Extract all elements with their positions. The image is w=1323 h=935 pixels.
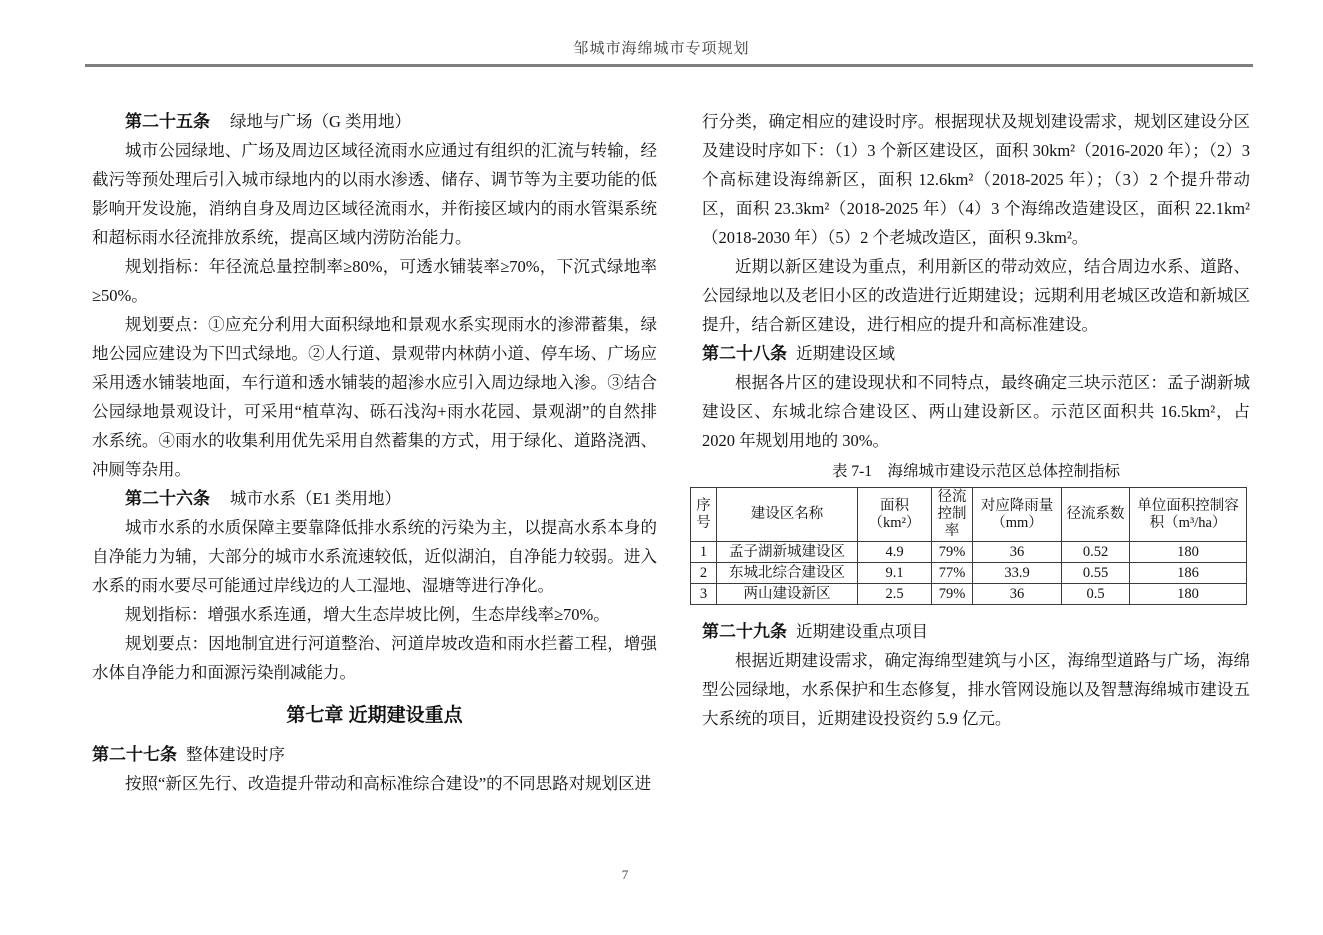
table-cell: 东城北综合建设区 (717, 563, 858, 584)
table-cell: 两山建设新区 (717, 584, 858, 605)
table-cell: 孟子湖新城建设区 (717, 542, 858, 563)
table-cell: 2.5 (858, 584, 932, 605)
table-cell: 0.5 (1062, 584, 1130, 605)
table-cell: 186 (1130, 563, 1247, 584)
left-column (92, 107, 657, 798)
article-25-paragraph-2: 规划指标：年径流总量控制率≥80%，可透水铺装率≥70%，下沉式绿地率≥50%。 (92, 257, 657, 305)
article-29-heading (702, 617, 1250, 646)
page-header (0, 0, 1323, 67)
article-29-number: 第二十九条 (702, 622, 787, 641)
article-26-paragraph-1: 城市水系的水质保障主要靠降低排水系统的污染为主，以提高水系本身的自净能力为辅，大部分的城市水系流速较低，近似湖泊，自净能力较弱。进入水系的雨水要尽可能通过岸线边的人工湿地、湿塘等进行净化。 (92, 518, 657, 595)
table-header-row (691, 488, 1247, 542)
table-cell: 33.9 (973, 563, 1062, 584)
article-27-number: 第二十七条 (92, 745, 177, 764)
table-cell: 2 (691, 563, 717, 584)
table-header-cell: 对应降雨量（mm） (973, 488, 1062, 542)
control-indicators-table (690, 487, 1247, 605)
article-25-paragraph-3: 规划要点：①应充分利用大面积绿地和景观水系实现雨水的渗滞蓄集，绿地公园应建设为下凹式绿地。②人行道、景观带内林荫小道、停车场、广场应采用透水铺装地面，车行道和透水铺装的超渗水应引入周边绿地入渗。③结合公园绿地景观设计，可采用“植草沟、砾石浅沟+雨水花园、景观湖”的自然排水系统。④雨水的收集利用优先采用自然蓄集的方式，用于绿化、道路浇洒、冲厕等杂用。 (92, 315, 657, 479)
article-27-paragraph-start: 按照“新区先行、改造提升带动和高标准综合建设”的不同思路对规划区进 (125, 774, 652, 793)
table-cell: 180 (1130, 542, 1247, 563)
article-25-heading (92, 107, 657, 136)
table-header-cell: 面积（km²） (858, 488, 932, 542)
article-25-paragraph-1: 城市公园绿地、广场及周边区域径流雨水应通过有组织的汇流与转输，经截污等预处理后引入城市绿地内的以雨水渗透、储存、调节等为主要功能的低影响开发设施，消纳自身及周边区域径流雨水，并衔接区域内的雨水管渠系统和超标雨水径流排放系统，提高区域内涝防治能力。 (92, 141, 657, 247)
article-27-title: 整体建设时序 (186, 745, 285, 764)
table-cell: 9.1 (858, 563, 932, 584)
table-cell: 79% (932, 542, 973, 563)
table-cell: 1 (691, 542, 717, 563)
table-row (691, 563, 1247, 584)
table-cell: 0.55 (1062, 563, 1130, 584)
document-title: 邹城市海绵城市专项规划 (573, 41, 750, 57)
table-cell: 3 (691, 584, 717, 605)
table-header-cell: 建设区名称 (717, 488, 858, 542)
right-column (696, 107, 1250, 798)
article-29-paragraph-1: 根据近期建设需求，确定海绵型建筑与小区，海绵型道路与广场，海绵型公园绿地，水系保护和生态修复，排水管网设施以及智慧海绵城市建设五大系统的项目，近期建设投资约 5.9 亿元。 (702, 651, 1250, 728)
table-cell: 36 (973, 584, 1062, 605)
table-cell: 4.9 (858, 542, 932, 563)
article-25-title: 绿地与广场（G 类用地） (230, 112, 412, 131)
article-28-number: 第二十八条 (702, 344, 787, 363)
chapter-7-heading: 第七章 近期建设重点 (286, 705, 463, 726)
table-row (691, 542, 1247, 563)
table-cell: 36 (973, 542, 1062, 563)
article-26-paragraph-3: 规划要点：因地制宜进行河道整治、河道岸坡改造和雨水拦蓄工程，增强水体自净能力和面源污染削减能力。 (92, 634, 657, 682)
article-25-number: 第二十五条 (125, 112, 210, 131)
table-cell: 0.52 (1062, 542, 1130, 563)
table-header-cell: 径流控制率 (932, 488, 973, 542)
article-26-paragraph-2: 规划指标：增强水系连通，增大生态岸坡比例，生态岸线率≥70%。 (125, 605, 610, 624)
article-26-title: 城市水系（E1 类用地） (230, 489, 401, 508)
page-footer (0, 867, 1250, 883)
table-header-cell: 单位面积控制容积（m³/ha） (1130, 488, 1247, 542)
header-rule (85, 64, 1253, 67)
article-27-heading (92, 740, 657, 769)
table-cell: 77% (932, 563, 973, 584)
article-27-paragraph-continued: 行分类，确定相应的建设时序。根据现状及规划建设需求，规划区建设分区及建设时序如下：（1）3 个新区建设区，面积 30km²（2016-2020 年）；（2）3 个高标建设海绵新区，面积 12.6km²（2018-2025 年）；（3）2 个提升带动区，面积 23.3km²（2018-2025 年）（4）3 个海绵改造建设区，面积 22.1km²（2018-2030 年）（5）2 个老城改造区，面积 9.3km²。 (702, 112, 1250, 247)
document-body (0, 107, 1323, 798)
table-cell: 180 (1130, 584, 1247, 605)
table-header-cell: 序号 (691, 488, 717, 542)
article-26-heading (92, 484, 657, 513)
article-26-number: 第二十六条 (125, 489, 210, 508)
table-7-1-caption: 表 7-1 海绵城市建设示范区总体控制指标 (831, 463, 1121, 480)
page-number: 7 (621, 867, 629, 882)
article-29-title: 近期建设重点项目 (796, 622, 928, 641)
article-27-paragraph-2: 近期以新区建设为重点，利用新区的带动效应，结合周边水系、道路、公园绿地以及老旧小区的改造进行近期建设；远期利用老城区改造和新城区提升，结合新区建设，进行相应的提升和高标准建设。 (702, 257, 1250, 334)
article-28-paragraph-1: 根据各片区的建设现状和不同特点，最终确定三块示范区：孟子湖新城建设区、东城北综合建设区、两山建设新区。示范区面积共 16.5km²，占 2020 年规划用地的 30%。 (702, 373, 1250, 450)
article-28-title: 近期建设区域 (796, 344, 895, 363)
table-cell: 79% (932, 584, 973, 605)
table-row (691, 584, 1247, 605)
article-28-heading (702, 339, 1250, 368)
table-header-cell: 径流系数 (1062, 488, 1130, 542)
